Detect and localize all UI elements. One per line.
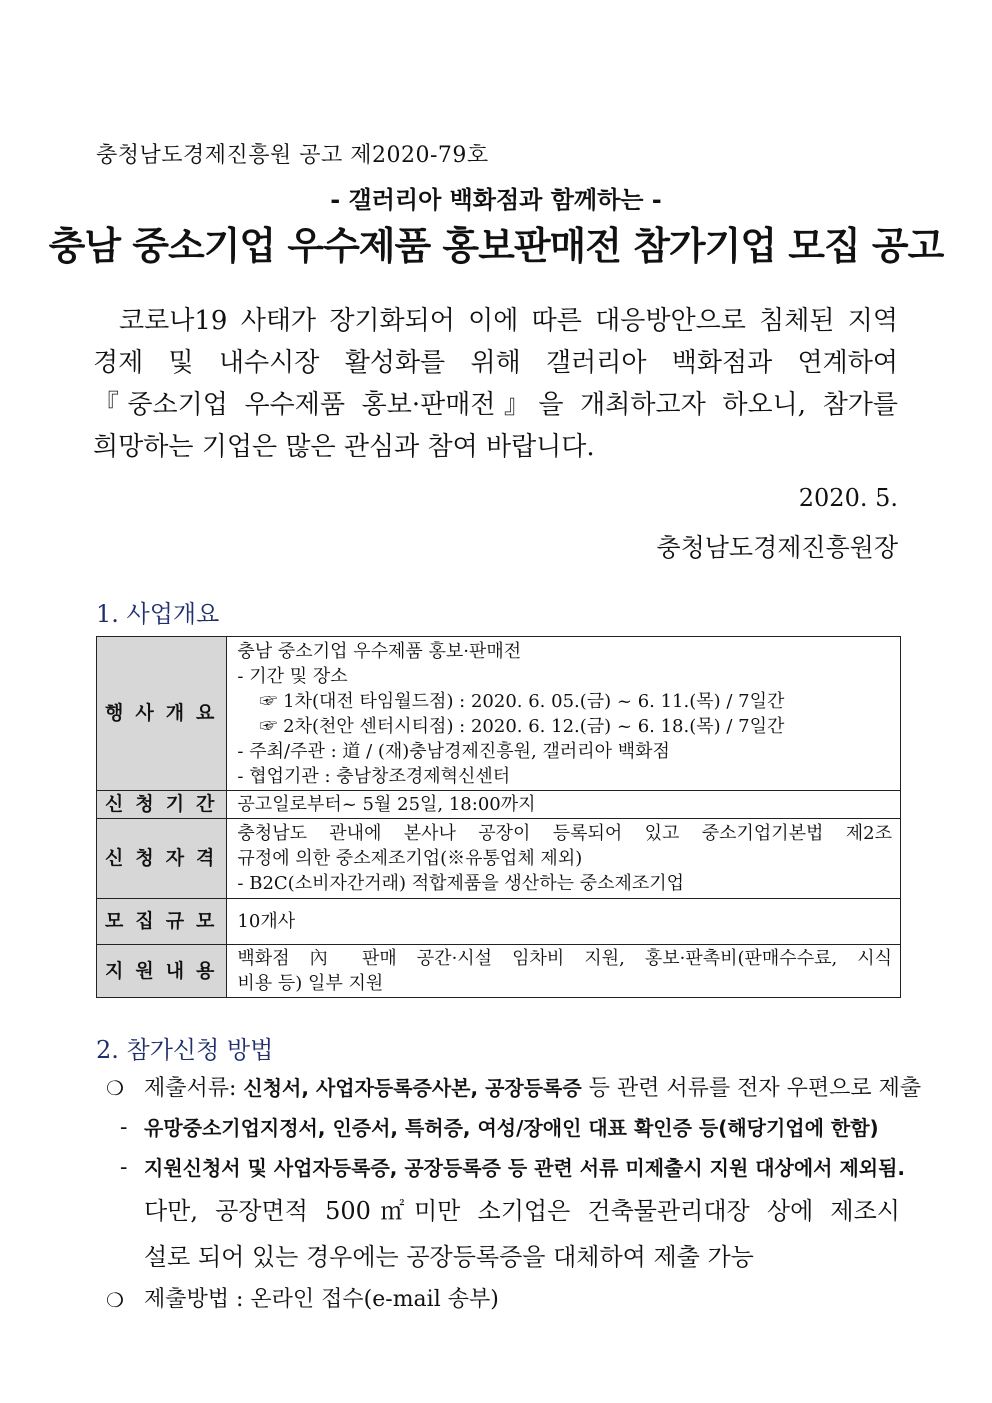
list-item (100, 1188, 900, 1234)
section-heading-overview: 1. 사업개요 (96, 600, 220, 628)
value-line: 비용 등) 일부 지원 (237, 973, 384, 994)
value-line: - 주최/주관 : 道 / (재)충남경제진흥원, 갤러리아 백화점 (237, 740, 670, 762)
row-label: 신청자격 (97, 819, 227, 899)
value-line: 백화점 內 판매 공간·시설 임차비 지원, 홍보·판촉비(판매수수료, 시식 (237, 948, 892, 969)
intro-line: 코로나19 사태가 장기화되어 이에 따른 대응방안으로 침체된 지역 (119, 306, 898, 336)
value-line: 10개사 (237, 911, 296, 932)
sub-item-text: 유망중소기업지정서, 인증서, 특허증, 여성/장애인 대표 확인증 등(해당기업에 한함) (144, 1116, 879, 1140)
application-list (100, 1068, 922, 1320)
intro-paragraph (93, 300, 898, 468)
value-line: - 기간 및 장소 (237, 665, 348, 687)
row-value (227, 945, 901, 998)
value-line: ☞ 2차(천안 센터시티점) : 2020. 6. 12.(금) ~ 6. 18.(목) / 7일간 (259, 715, 785, 737)
row-value (227, 819, 901, 899)
circle-bullet-icon: ❍ (106, 1288, 124, 1312)
notice-date: 2020. 5. (798, 484, 898, 512)
sub-item-text: 지원신청서 및 사업자등록증, 공장등록증 등 관련 서류 미제출시 지원 대상에서 제외됨. (144, 1156, 906, 1180)
row-label: 행사개요 (97, 637, 227, 791)
page-title: 충남 중소기업 우수제품 홍보판매전 참가기업 모집 공고 (48, 224, 944, 268)
value-line: - 협업기관 : 충남창조경제혁신센터 (237, 765, 511, 787)
list-item (100, 1234, 900, 1280)
value-line: 충청남도 관내에 본사나 공장이 등록되어 있고 중소기업기본법 제2조 (237, 823, 892, 844)
list-item (100, 1108, 900, 1148)
value-line: - B2C(소비자간거래) 적합제품을 생산하는 중소제조기업 (237, 873, 685, 894)
table-row (97, 819, 901, 899)
overview-table (96, 636, 901, 998)
row-label: 지원내용 (97, 945, 227, 998)
sub-item-continuation: 설로 되어 있는 경우에는 공장등록증을 대체하여 제출 가능 (144, 1243, 754, 1271)
circle-bullet-icon: ❍ (106, 1076, 124, 1100)
intro-line: 경제 및 내수시장 활성화를 위해 갤러리아 백화점과 연계하여 (93, 348, 898, 378)
dash-marker: - (120, 1115, 128, 1140)
issuer: 충청남도경제진흥원장 (656, 533, 898, 562)
dash-marker: - (120, 1155, 128, 1180)
row-value (227, 637, 901, 791)
bullet-bold: 신청서, 사업자등록증사본, 공장등록증 (243, 1076, 582, 1100)
row-label: 모집규모 (97, 899, 227, 945)
table-row (97, 945, 901, 998)
bullet-text: 제출방법 : 온라인 접수(e-mail 송부) (144, 1287, 499, 1312)
table-row (97, 899, 901, 945)
bullet-prefix: 제출서류: (144, 1076, 244, 1101)
section-heading-application: 2. 참가신청 방법 (96, 1036, 274, 1064)
row-value (227, 899, 901, 945)
row-value (227, 791, 901, 819)
value-line: 충남 중소기업 우수제품 홍보·판매전 (237, 640, 522, 662)
row-label: 신청기간 (97, 791, 227, 819)
table-row (97, 791, 901, 819)
table-row (97, 637, 901, 791)
value-line: 공고일로부터~ 5월 25일, 18:00까지 (237, 794, 536, 815)
bullet-suffix: 등 관련 서류를 전자 우편으로 제출 (581, 1076, 922, 1101)
subtitle: - 갤러리아 백화점과 함께하는 - (330, 186, 662, 214)
value-line: ☞ 1차(대전 타임월드점) : 2020. 6. 05.(금) ~ 6. 11.(목) / 7일간 (259, 690, 785, 712)
list-item (100, 1280, 900, 1320)
notice-number: 충청남도경제진흥원 공고 제2020-79호 (96, 143, 489, 168)
intro-line: 『중소기업 우수제품 홍보·판매전』을 개최하고자 하오니, 참가를 (93, 390, 898, 420)
list-item (100, 1148, 906, 1188)
intro-line: 희망하는 기업은 많은 관심과 참여 바랍니다. (93, 432, 595, 462)
bullet-text (144, 1068, 922, 1109)
list-item (100, 1068, 922, 1108)
value-line: 규정에 의한 중소제조기업(※유통업체 제외) (237, 848, 583, 869)
sub-item-continuation: 다만, 공장면적 500㎡미만 소기업은 건축물관리대장 상에 제조시 (144, 1197, 900, 1225)
